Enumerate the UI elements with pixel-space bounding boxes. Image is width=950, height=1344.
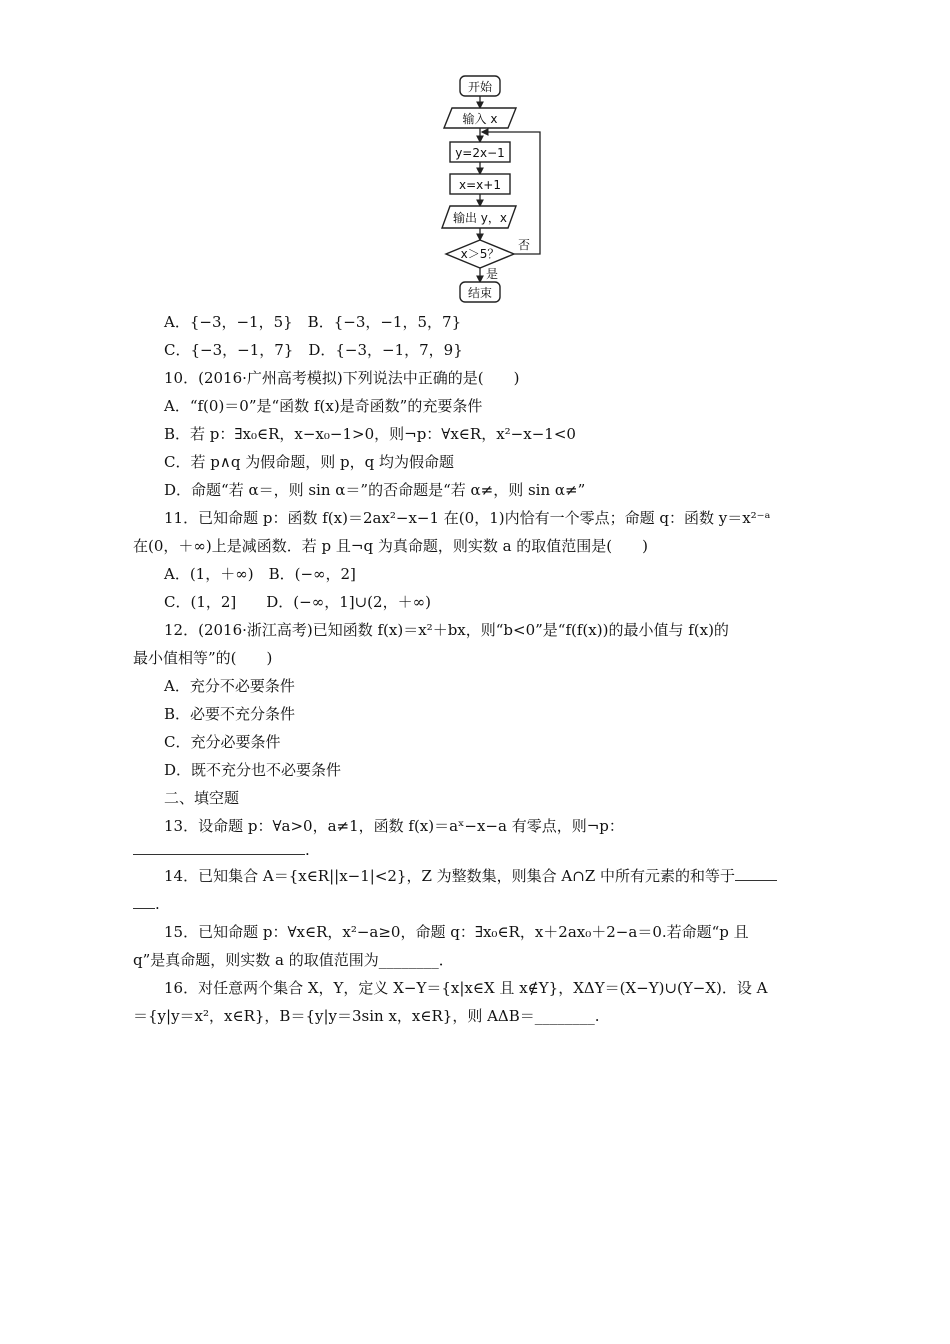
start-node (460, 76, 500, 96)
answer-blank (133, 840, 305, 855)
flowchart (0, 0, 950, 310)
answer-blank (735, 866, 777, 881)
q9-options-ab: A．{−3，−1，5} B．{−3，−1，5，7} (164, 313, 462, 331)
output-label: 输出 y，x (452, 211, 508, 225)
input-label: 输入 x (462, 112, 498, 126)
end-node (460, 282, 500, 302)
q10-option-d: D．命题“若 α＝，则 sin α＝”的否命题是“若 α≠，则 sin α≠” (164, 481, 586, 499)
q14-answer-line (133, 894, 823, 914)
no-branch-label: 否 (518, 238, 531, 252)
q13-stem: 13．设命题 p：∀a>0，a≠1，函数 f(x)＝aˣ−x−a 有零点，则¬p： (164, 817, 624, 835)
q10-option-c: C．若 p∧q 为假命题，则 p，q 均为假命题 (164, 453, 454, 471)
q9-options-cd: C．{−3，−1，7} D．{−3，−1，7，9} (164, 341, 463, 359)
increment-x-node (450, 174, 510, 194)
q11-stem-line1: 11．已知命题 p：函数 f(x)＝2ax²−x−1 在(0，1)内恰有一个零点；命题 q：函数 y＝x²⁻ᵃ (164, 509, 771, 527)
q15-stem-line1: 15．已知命题 p：∀x∈R，x²−a≥0，命题 q：∃x₀∈R，x＋2ax₀＋2−a＝0.若命题“p 且 (164, 923, 749, 941)
q12-option-b: B．必要不充分条件 (164, 705, 296, 723)
q14-stem (164, 866, 854, 886)
assign-y-label: y=2x−1 (455, 146, 505, 160)
q15-stem-line2: q”是真命题，则实数 a 的取值范围为________． (133, 951, 454, 969)
q12-option-d: D．既不充分也不必要条件 (164, 761, 342, 779)
condition-node (446, 240, 514, 268)
q16-stem-line2: ＝{y|y＝x²，x∈R}，B＝{y|y＝3sin x，x∈R}，则 AΔB＝________. (133, 1007, 600, 1025)
q12-option-a: A．充分不必要条件 (164, 677, 295, 695)
end-label: 结束 (467, 286, 493, 300)
q16-stem-line1: 16．对任意两个集合 X，Y，定义 X−Y＝{x|x∈X 且 x∉Y}，XΔY＝(X−Y)∪(Y−X)．设 A (164, 979, 768, 997)
q10-option-b: B．若 p：∃x₀∈R，x−x₀−1>0，则¬p：∀x∈R，x²−x−1<0 (164, 425, 576, 443)
assign-y-node (450, 142, 510, 162)
increment-x-label: x=x+1 (459, 178, 501, 192)
section-heading-fill-in: 二、填空题 (164, 789, 240, 807)
q10-stem: 10．(2016·广州高考模拟)下列说法中正确的是( ) (164, 369, 520, 387)
q11-options-cd: C．(1，2] D．(−∞，1]∪(2，＋∞) (164, 593, 431, 611)
q12-stem-line1: 12．(2016·浙江高考)已知函数 f(x)＝x²＋bx，则“b<0”是“f(f(x))的最小值与 f(x)的 (164, 621, 729, 639)
start-label: 开始 (467, 80, 493, 94)
q12-option-c: C．充分必要条件 (164, 733, 281, 751)
q14-text: 14．已知集合 A＝{x∈R||x−1|<2}，Z 为整数集，则集合 A∩Z 中所有元素的和等于 (164, 867, 736, 885)
q10-option-a: A．“f(0)＝0”是“函数 f(x)是奇函数”的充要条件 (164, 397, 483, 415)
condition-label: x＞5？ (460, 247, 500, 261)
answer-blank (133, 894, 155, 909)
output-node (442, 206, 516, 228)
yes-branch-label: 是 (486, 267, 499, 281)
q11-options-ab: A．(1，＋∞) B．(−∞，2] (164, 565, 356, 583)
q14-period: . (155, 895, 160, 913)
q13-period: . (305, 841, 310, 859)
q12-stem-line2: 最小值相等”的( ) (133, 649, 273, 667)
q11-stem-line2: 在(0，＋∞)上是减函数．若 p 且¬q 为真命题，则实数 a 的取值范围是( ) (133, 537, 649, 555)
q13-answer-line (133, 840, 823, 860)
input-node (444, 108, 516, 128)
